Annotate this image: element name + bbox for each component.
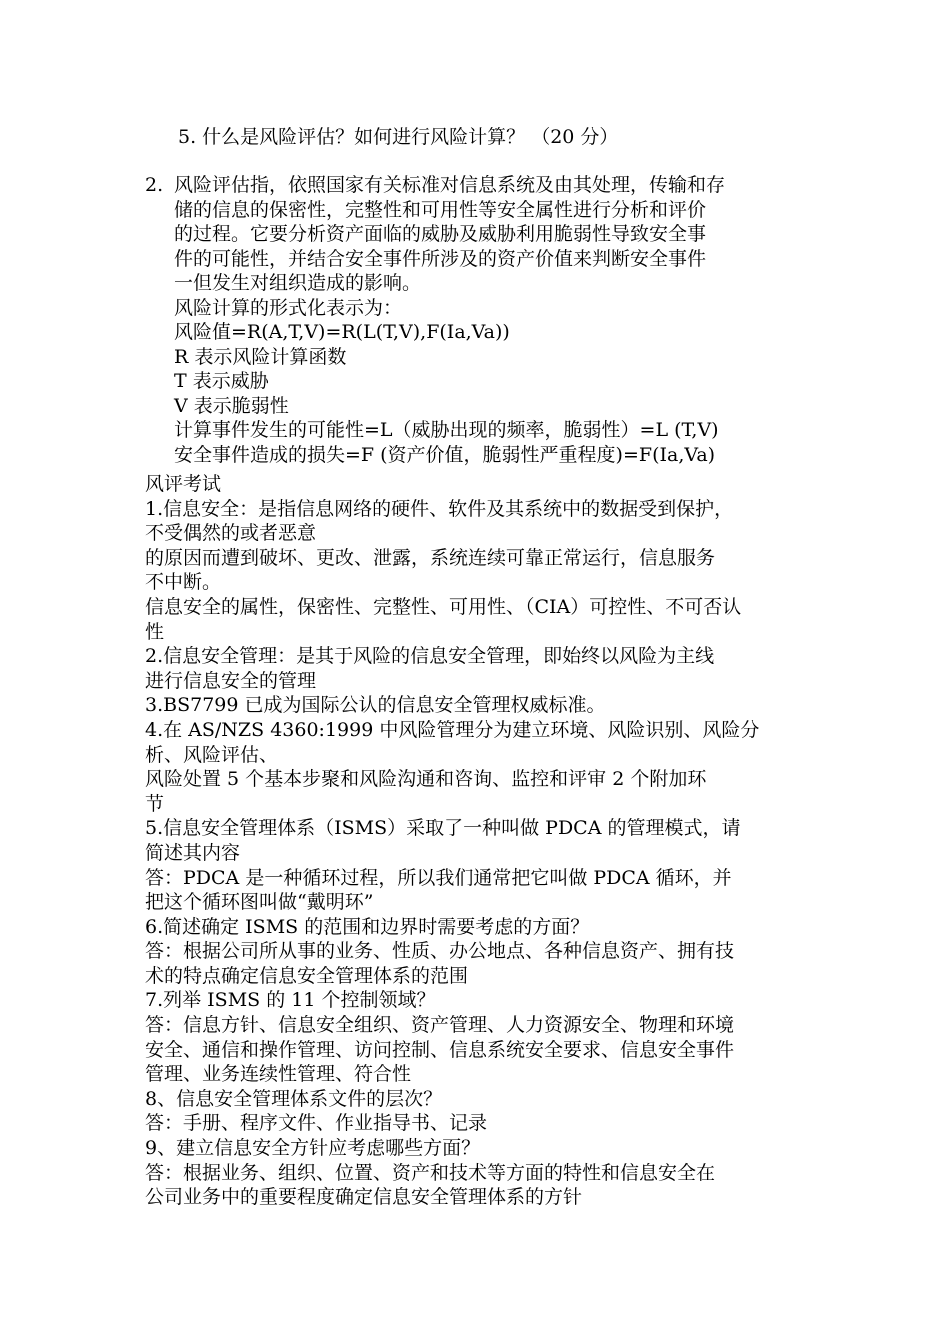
exam-notes-block [145, 472, 815, 1210]
answer-line: 储的信息的保密性，完整性和可用性等安全属性进行分析和评价 [174, 198, 707, 221]
answer-line: 的过程。它要分析资产面临的威胁及威胁利用脆弱性导致安全事 [174, 223, 707, 245]
answer-line: 风险计算的形式化表示为： [174, 296, 403, 319]
exam-line: 答：信息方针、信息安全组织、资产管理、人力资源安全、物理和环境 [145, 1014, 735, 1037]
exam-line: 6.简述确定 ISMS 的范围和边界时需要考虑的方面？ [145, 915, 590, 938]
exam-line: 管理、业务连续性管理、符合性 [145, 1063, 412, 1086]
exam-line: 简述其内容 [145, 841, 241, 864]
exam-line: 性 [145, 620, 165, 643]
answer-line: 计算事件发生的可能性=L（威胁出现的频率，脆弱性）=L (T,V) [174, 419, 719, 441]
exam-line: 2.信息安全管理：是其于风险的信息安全管理，即始终以风险为主线 [145, 645, 715, 668]
exam-line: 节 [145, 792, 165, 815]
exam-line: 风险处置 5 个基本步聚和风险沟通和咨询、监控和评审 2 个附加环 [145, 768, 707, 791]
answer-number: 2. [145, 174, 164, 196]
answer-line: 风险评估指，依照国家有关标准对信息系统及由其处理，传输和存 [174, 174, 726, 196]
exam-line: 答：根据业务、组织、位置、资产和技术等方面的特性和信息安全在 [145, 1161, 716, 1184]
exam-line: 答：根据公司所从事的业务、性质、办公地点、各种信息资产、拥有技 [145, 940, 735, 963]
exam-line: 9、建立信息安全方针应考虑哪些方面？ [145, 1137, 481, 1160]
exam-line: 安全、通信和操作管理、访问控制、信息系统安全要求、信息安全事件 [145, 1038, 735, 1061]
answer-line: 安全事件造成的损失=F (资产价值，脆弱性严重程度)=F(Ia,Va) [174, 443, 716, 466]
exam-line: 的原因而遭到破坏、更改、泄露，系统连续可靠正常运行，信息服务 [145, 546, 716, 569]
question-title: 5. 什么是风险评估？如何进行风险计算？ （20 分） [178, 126, 619, 148]
exam-line: 术的特点确定信息安全管理体系的范围 [145, 964, 469, 987]
exam-line: 5.信息安全管理体系（ISMS）采取了一种叫做 PDCA 的管理模式，请 [145, 817, 741, 840]
exam-line: 析、风险评估、 [145, 743, 279, 766]
answer-line: R 表示风险计算函数 [174, 345, 347, 368]
answer-line: 风险值=R(A,T,V)=R(L(T,V),F(Ia,Va)) [174, 321, 510, 343]
exam-line: 7.列举 ISMS 的 11 个控制领域？ [145, 989, 436, 1012]
exam-line: 不受偶然的或者恶意 [145, 522, 317, 545]
exam-line: 答：手册、程序文件、作业指导书、记录 [145, 1112, 488, 1135]
exam-line: 公司业务中的重要程度确定信息安全管理体系的方针 [145, 1186, 583, 1209]
exam-line: 8、信息安全管理体系文件的层次？ [145, 1087, 443, 1110]
exam-line: 答：PDCA 是一种循环过程，所以我们通常把它叫做 PDCA 循环，并 [145, 866, 732, 889]
answer-block [174, 173, 814, 467]
exam-line: 1.信息安全：是指信息网络的硬件、软件及其系统中的数据受到保护， [145, 497, 734, 520]
answer-line: 一但发生对组织造成的影响。 [174, 272, 422, 294]
exam-line: 信息安全的属性，保密性、完整性、可用性、（CIA）可控性、不可否认 [145, 595, 742, 618]
exam-line: 4.在 AS/NZS 4360:1999 中风险管理分为建立环境、风险识别、风险分 [145, 718, 760, 741]
exam-heading: 风评考试 [145, 473, 222, 495]
exam-line: 把这个循环图叫做“戴明环” [145, 891, 374, 914]
exam-line: 进行信息安全的管理 [145, 669, 317, 692]
exam-line: 不中断。 [145, 571, 222, 594]
answer-line: 件的可能性，并结合安全事件所涉及的资产价值来判断安全事件 [174, 247, 707, 270]
answer-line: T 表示威胁 [174, 370, 269, 392]
exam-line: 3.BS7799 已成为国际公认的信息安全管理权威标准。 [145, 694, 606, 717]
answer-line: V 表示脆弱性 [174, 394, 289, 417]
